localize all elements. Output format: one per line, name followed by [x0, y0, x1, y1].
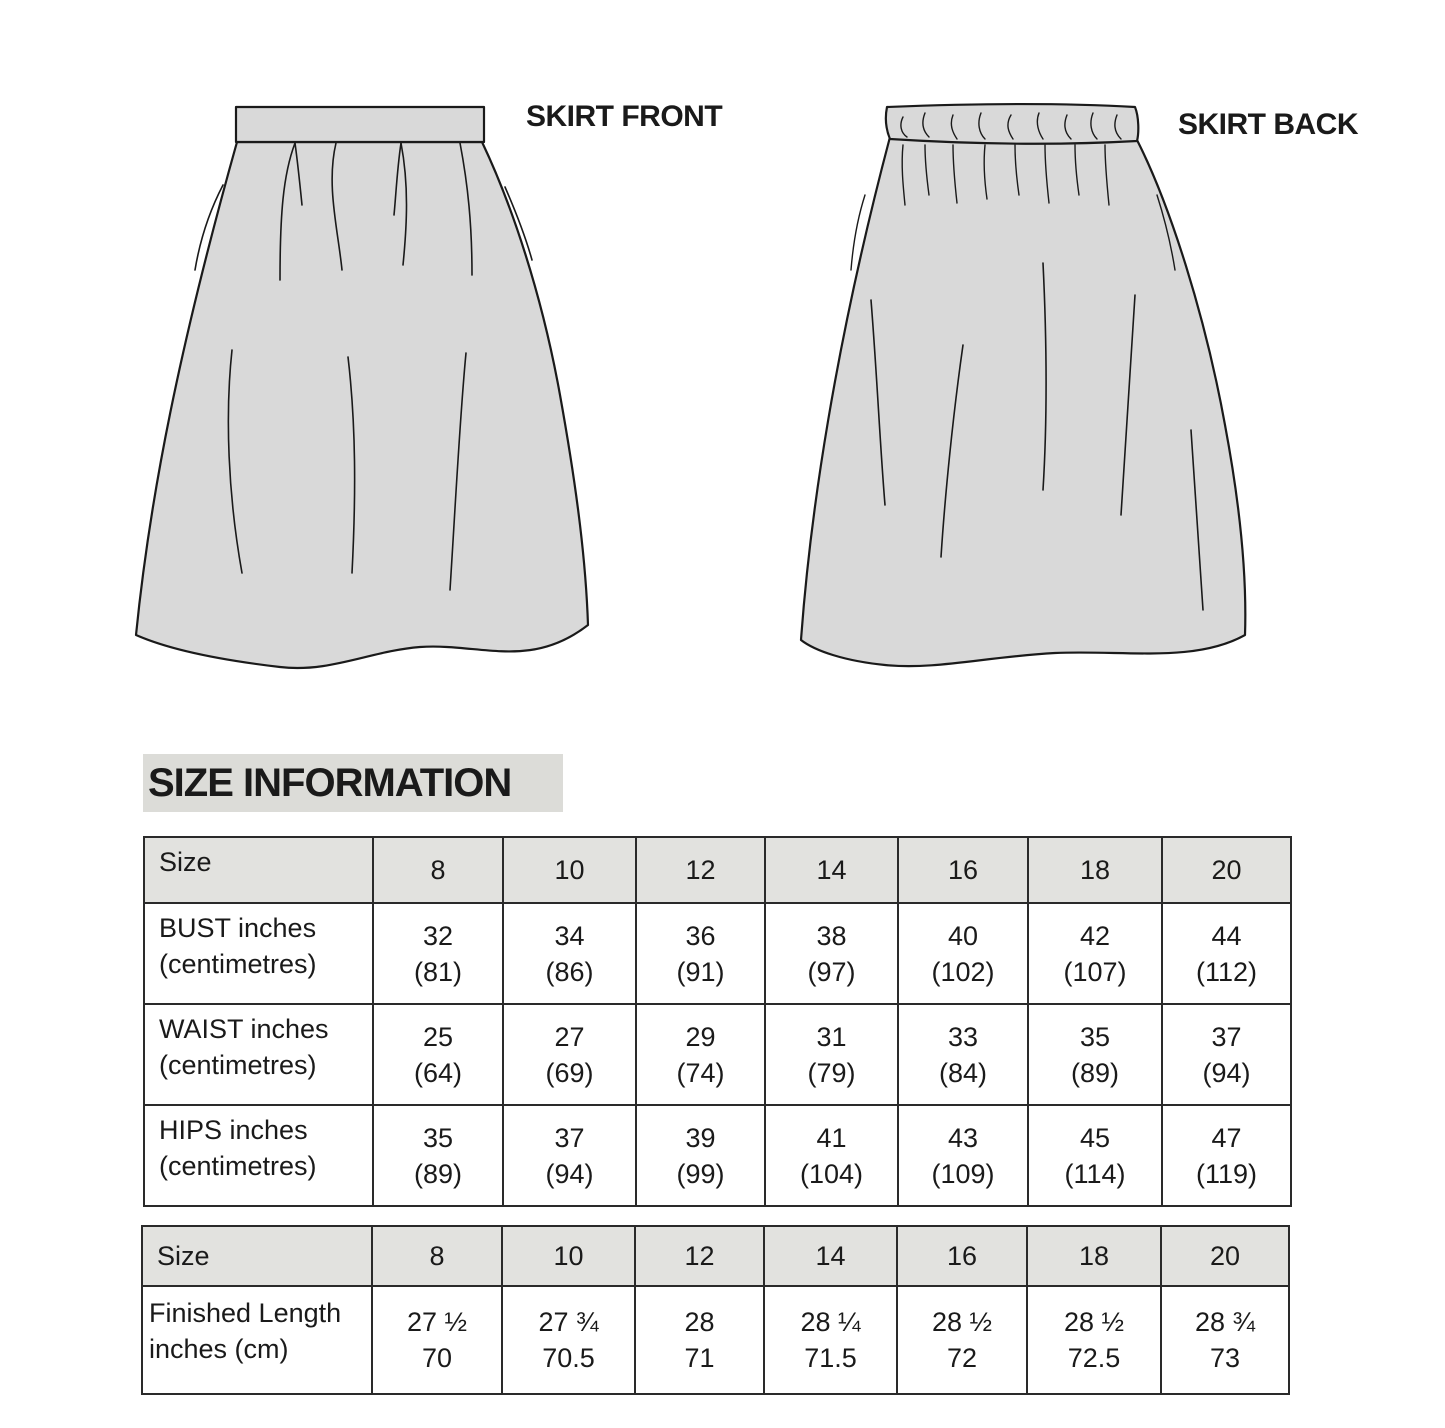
- measurement-cell: [1028, 903, 1162, 1004]
- row-label-line: (centimetres): [159, 949, 317, 979]
- value-cm: (84): [938, 1057, 987, 1088]
- value-inches: 27: [554, 1021, 585, 1052]
- row-label-finished-length: [142, 1286, 372, 1394]
- value-inches: 35: [1079, 1021, 1111, 1052]
- value-inches: 36: [685, 920, 716, 951]
- size-header-cell: 18: [1028, 837, 1162, 903]
- size-header-cell: 20: [1161, 1226, 1289, 1286]
- measurement-cell: [898, 1105, 1028, 1206]
- value-cm: (81): [413, 956, 462, 987]
- measurement-cell: [1162, 1105, 1291, 1206]
- measurement-cell: [503, 1105, 636, 1206]
- value-inches: 25: [422, 1021, 454, 1052]
- size-information-heading: SIZE INFORMATION: [143, 754, 563, 812]
- value-cm: (107): [1063, 956, 1127, 987]
- skirt-front-drawing: [120, 95, 600, 695]
- table-header-row: [144, 837, 1291, 903]
- value-cm: (79): [807, 1057, 856, 1088]
- row-label-bust: [144, 903, 373, 1004]
- measurement-cell: [1162, 903, 1291, 1004]
- row-label-line: BUST inches: [159, 913, 317, 943]
- value-inches: 28 ¾: [1194, 1307, 1256, 1337]
- value-cm: (112): [1195, 956, 1258, 987]
- skirt-front-shape: [136, 107, 588, 668]
- value-inches: 37: [554, 1122, 585, 1153]
- value-inches: 42: [1079, 920, 1111, 951]
- measurement-cell: [1028, 1105, 1162, 1206]
- value-cm: 72: [946, 1343, 978, 1373]
- size-header-cell: 10: [503, 837, 636, 903]
- value-inches: 32: [422, 920, 454, 951]
- measurement-cell: [1162, 1004, 1291, 1105]
- value-inches: 31: [816, 1021, 847, 1052]
- size-header-label: Size: [142, 1226, 372, 1286]
- value-cm: 71.5: [804, 1343, 857, 1373]
- measurement-cell: [1027, 1286, 1161, 1394]
- value-inches: 39: [685, 1122, 716, 1153]
- table-row-finished-length: [142, 1286, 1289, 1394]
- value-cm: (99): [676, 1158, 725, 1189]
- measurement-cell: [635, 1286, 764, 1394]
- measurement-cell: [373, 1004, 503, 1105]
- measurement-cell: [636, 1105, 765, 1206]
- row-label-line: WAIST inches: [159, 1014, 329, 1044]
- row-label-line: Finished Length: [149, 1298, 342, 1328]
- value-inches: 37: [1211, 1021, 1242, 1052]
- size-header-cell: 20: [1162, 837, 1291, 903]
- table-row-waist: [144, 1004, 1291, 1105]
- size-header-cell: 14: [764, 1226, 897, 1286]
- size-header-cell: 10: [502, 1226, 635, 1286]
- value-cm: (89): [1070, 1057, 1119, 1088]
- value-inches: 43: [947, 1122, 979, 1153]
- value-cm: (91): [676, 956, 725, 987]
- size-header-cell: 8: [372, 1226, 502, 1286]
- value-cm: 73: [1209, 1343, 1241, 1373]
- table-row-hips: [144, 1105, 1291, 1206]
- measurement-cell: [765, 1105, 898, 1206]
- size-header-cell: 8: [373, 837, 503, 903]
- value-cm: (94): [545, 1158, 594, 1189]
- value-cm: (97): [807, 956, 856, 987]
- row-label-line: (centimetres): [159, 1151, 317, 1181]
- value-cm: 70: [421, 1343, 453, 1373]
- size-header-cell: 18: [1027, 1226, 1161, 1286]
- value-cm: (64): [413, 1057, 462, 1088]
- skirt-back-drawing: [785, 95, 1265, 695]
- skirt-front-label: SKIRT FRONT: [526, 100, 723, 133]
- measurement-cell: [765, 1004, 898, 1105]
- value-inches: 28 ¼: [800, 1307, 861, 1337]
- value-inches: 28 ½: [931, 1307, 993, 1337]
- size-header-cell: 14: [765, 837, 898, 903]
- value-cm: 72.5: [1067, 1343, 1121, 1373]
- measurement-cell: [373, 1105, 503, 1206]
- value-cm: (94): [1202, 1057, 1251, 1088]
- row-label-hips: [144, 1105, 373, 1206]
- value-cm: 71: [684, 1343, 715, 1373]
- value-cm: (86): [545, 956, 594, 987]
- size-header-cell: 16: [897, 1226, 1027, 1286]
- value-inches: 45: [1079, 1122, 1111, 1153]
- measurement-cell: [372, 1286, 502, 1394]
- row-label-line: HIPS inches: [159, 1115, 308, 1145]
- size-header-cell: 12: [635, 1226, 764, 1286]
- value-inches: 35: [422, 1122, 454, 1153]
- value-inches: 41: [816, 1122, 847, 1153]
- row-label-waist: [144, 1004, 373, 1105]
- size-header-label: Size: [144, 837, 373, 903]
- value-cm: (102): [931, 956, 995, 987]
- value-inches: 28 ½: [1063, 1307, 1125, 1337]
- value-cm: (104): [799, 1158, 864, 1189]
- value-inches: 27 ¾: [538, 1307, 599, 1337]
- measurement-cell: [502, 1286, 635, 1394]
- measurement-cell: [898, 903, 1028, 1004]
- measurement-cell: [636, 903, 765, 1004]
- value-cm: (119): [1195, 1158, 1258, 1189]
- skirt-back-label: SKIRT BACK: [1178, 108, 1358, 141]
- value-inches: 28: [684, 1307, 715, 1337]
- measurement-cell: [1028, 1004, 1162, 1105]
- measurement-cell: [373, 903, 503, 1004]
- row-label-line: inches (cm): [149, 1334, 289, 1364]
- value-inches: 27 ½: [406, 1307, 468, 1337]
- value-inches: 34: [554, 920, 585, 951]
- row-label-line: (centimetres): [159, 1050, 317, 1080]
- value-cm: (109): [931, 1158, 995, 1189]
- measurement-cell: [503, 903, 636, 1004]
- measurement-cell: [765, 903, 898, 1004]
- measurement-cell: [898, 1004, 1028, 1105]
- value-cm: 70.5: [542, 1343, 595, 1373]
- measurement-cell: [764, 1286, 897, 1394]
- value-cm: (114): [1064, 1158, 1126, 1189]
- skirt-front-illustration: [120, 95, 600, 695]
- table-row-bust: [144, 903, 1291, 1004]
- value-inches: 40: [947, 920, 979, 951]
- table-header-row: [142, 1226, 1289, 1286]
- skirt-back-shape: [801, 104, 1245, 666]
- size-header-cell: 12: [636, 837, 765, 903]
- value-cm: (69): [545, 1057, 594, 1088]
- measurement-cell: [636, 1004, 765, 1105]
- measurement-cell: [897, 1286, 1027, 1394]
- body-measurements-table: [143, 836, 1292, 1207]
- value-cm: (74): [676, 1057, 725, 1088]
- measurement-cell: [1161, 1286, 1289, 1394]
- value-inches: 29: [685, 1021, 716, 1052]
- value-inches: 33: [947, 1021, 979, 1052]
- skirt-back-illustration: [785, 95, 1265, 695]
- value-cm: (89): [413, 1158, 462, 1189]
- size-header-cell: 16: [898, 837, 1028, 903]
- measurement-cell: [503, 1004, 636, 1105]
- value-inches: 44: [1211, 920, 1242, 951]
- value-inches: 38: [816, 920, 847, 951]
- finished-length-table: [141, 1225, 1290, 1395]
- value-inches: 47: [1211, 1122, 1242, 1153]
